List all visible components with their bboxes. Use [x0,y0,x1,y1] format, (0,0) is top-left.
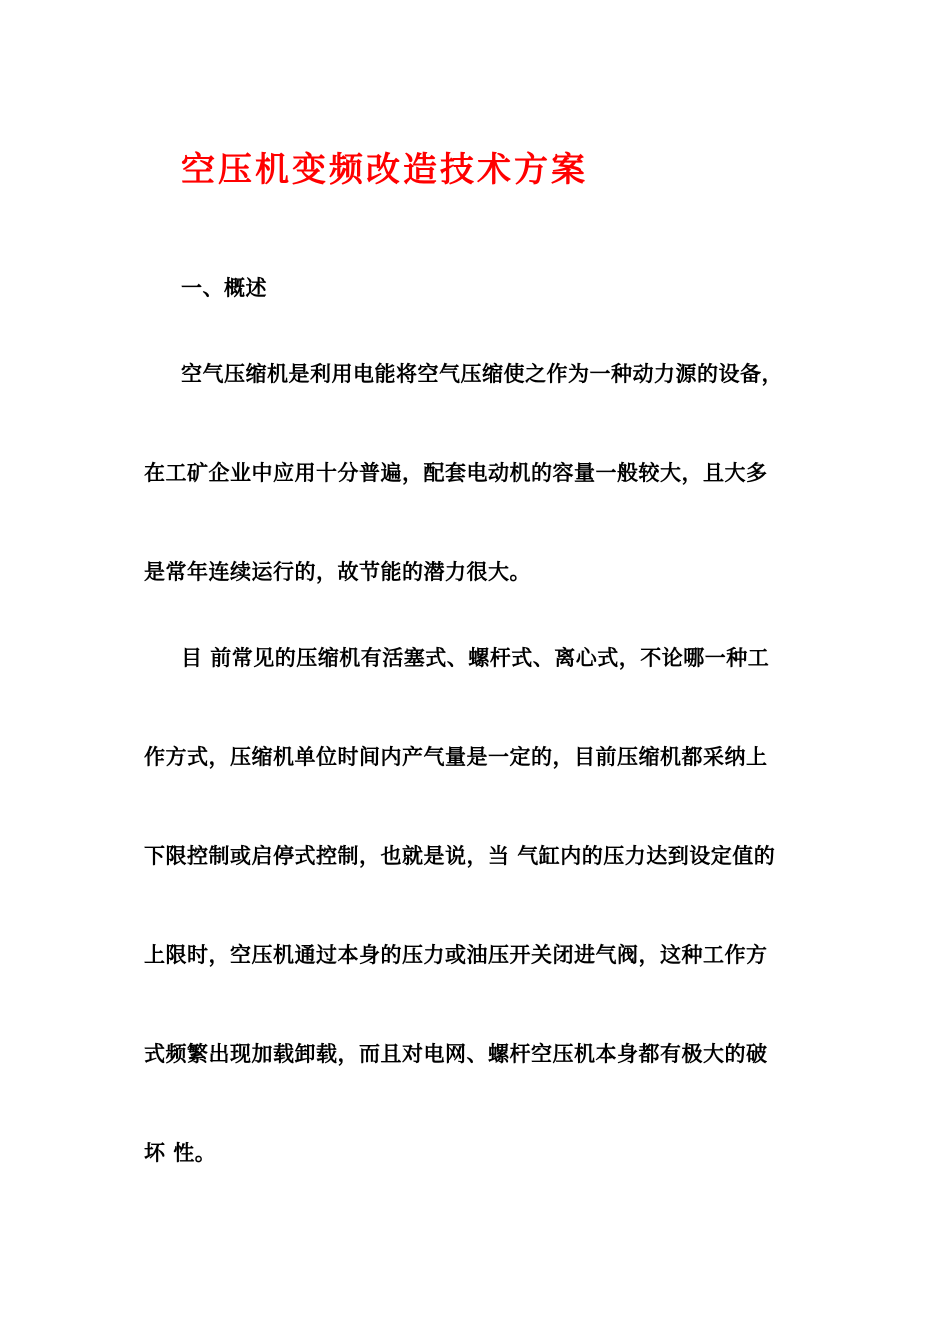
section-heading: 一、概述 [181,276,267,300]
paragraph2-line4: 上限时，空压机通过本身的压力或油压开关闭进气阀，这种工作方 [144,943,768,967]
paragraph1-line3: 是常年连续运行的，故节能的潜力很大。 [144,560,531,584]
paragraph1-line1: 空气压缩机是利用电能将空气压缩使之作为一种动力源的设备， [181,362,783,386]
paragraph2-line3: 下限控制或启停式控制，也就是说，当 气缸内的压力达到设定值的 [144,844,776,868]
paragraph2-line2: 作方式，压缩机单位时间内产气量是一定的，目前压缩机都采纳上 [144,745,768,769]
paragraph2-line1: 目 前常见的压缩机有活塞式、螺杆式、离心式，不论哪一种工 [181,646,770,670]
paragraph2-line6: 坏 性。 [144,1141,217,1165]
document-title: 空压机变频改造技术方案 [181,150,588,190]
paragraph2-line5: 式频繁出现加载卸载，而且对电网、螺杆空压机本身都有极大的破 [144,1042,768,1066]
paragraph1-line2: 在工矿企业中应用十分普遍，配套电动机的容量一般较大，且大多 [144,461,768,485]
